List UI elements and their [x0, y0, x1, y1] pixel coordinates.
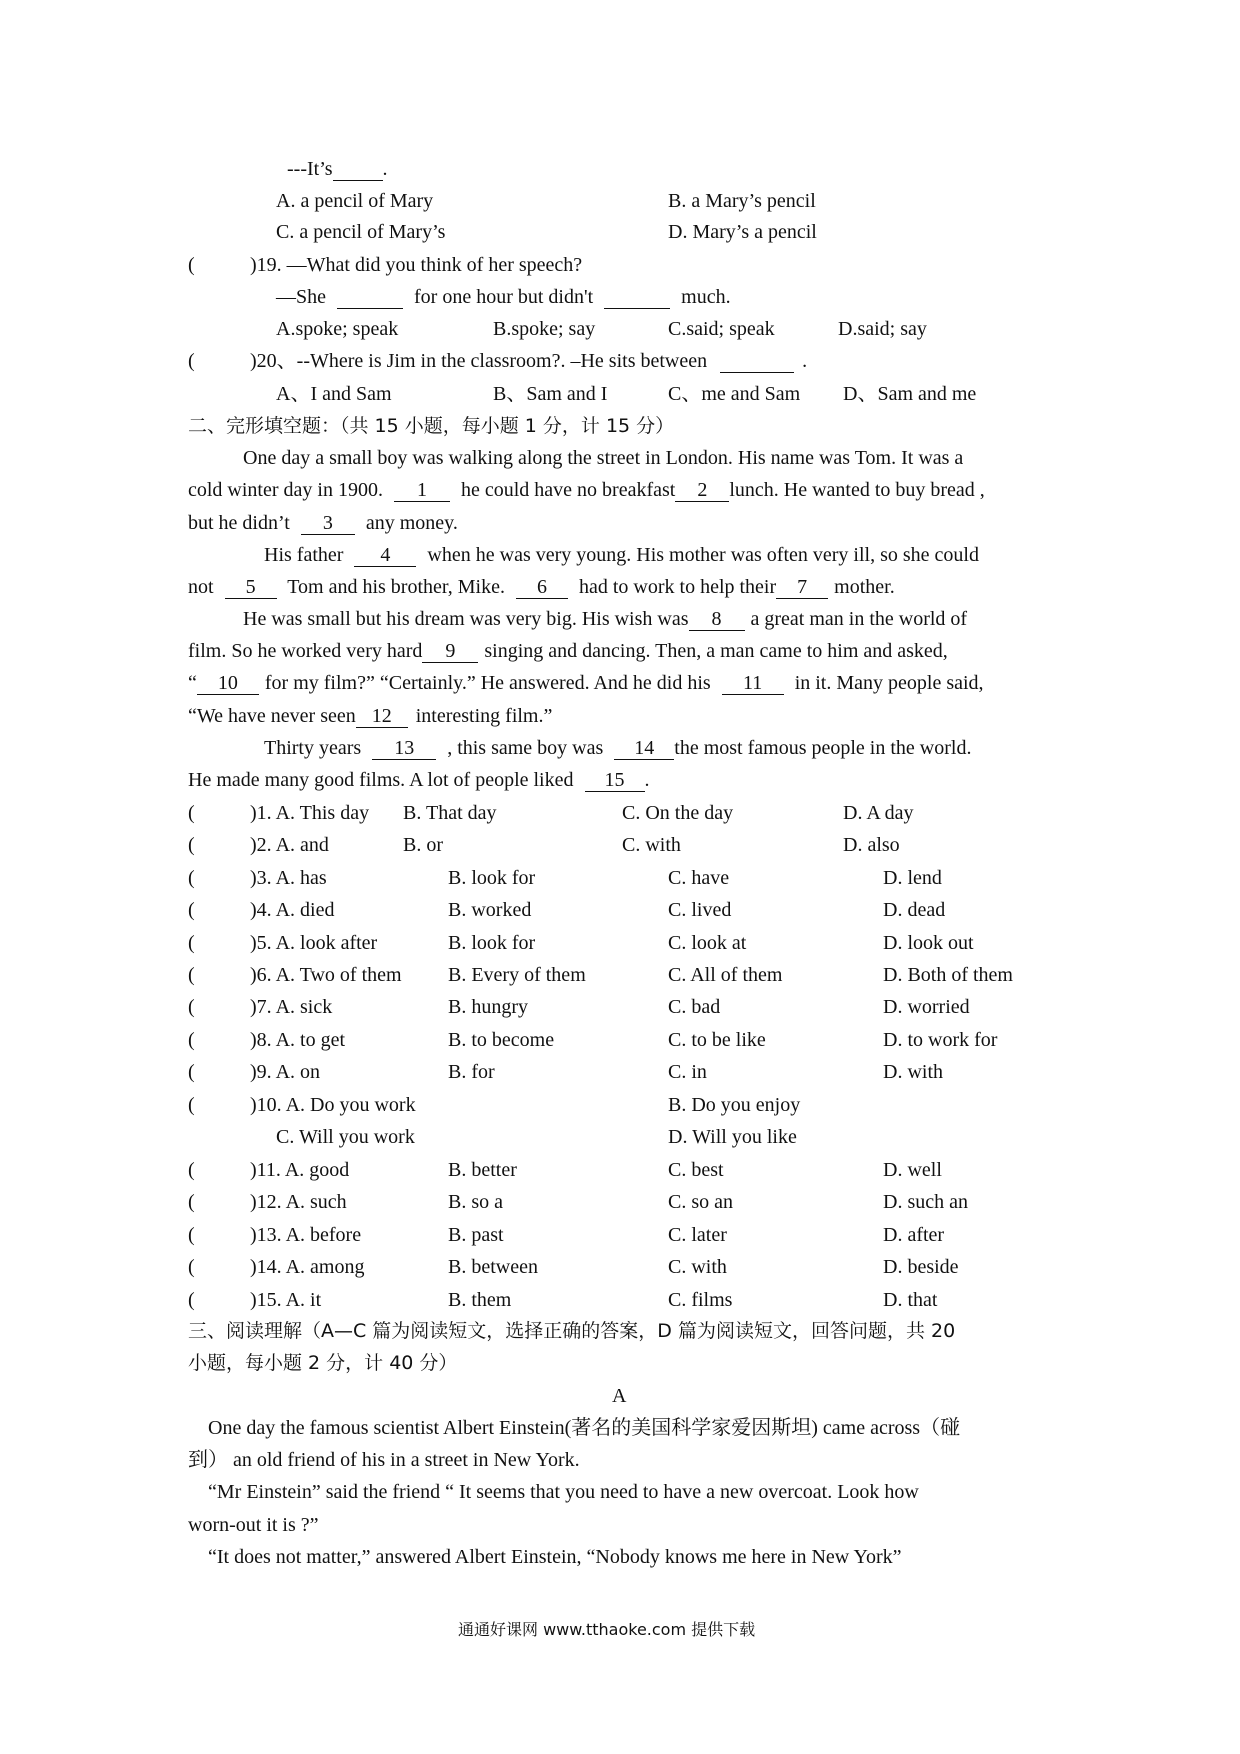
option-b: B. past: [448, 1223, 504, 1246]
option-a: )15. A. it: [250, 1288, 322, 1311]
cloze-p1-line1: One day a small boy was walking along the street in London. His name was Tom. It was a: [243, 447, 964, 469]
question-paren: (: [188, 996, 195, 1019]
question-paren: (: [188, 1061, 195, 1084]
answer-blank: [337, 286, 403, 309]
q18-answer-line: ---It’s .: [287, 158, 388, 180]
option-d: D. with: [883, 1061, 943, 1084]
option-b: B. for: [448, 1061, 495, 1084]
option-c: C. in: [668, 1061, 707, 1084]
cloze-blank: 1: [394, 479, 450, 502]
option-b: B. better: [448, 1159, 517, 1181]
option-b: B. look for: [448, 866, 536, 889]
cloze-blank: 6: [516, 576, 568, 599]
option-d: D. Both of them: [883, 964, 1013, 986]
option-b: B. That day: [403, 802, 497, 824]
option-d: D. worried: [883, 996, 970, 1019]
cloze-p4-line2: He made many good films. A lot of people liked 15 .: [188, 769, 650, 791]
option-a: )5. A. look after: [250, 931, 378, 954]
option-d: D. also: [843, 834, 900, 857]
cloze-p2-line1: His father 4 when he was very young. His mother was often very ill, so she could: [264, 544, 979, 566]
reading-a-line5: “It does not matter,” answered Albert Einstein, “Nobody knows me here in New York”: [208, 1546, 902, 1568]
q20-option-a: A、I and Sam: [276, 383, 392, 405]
option-b: B. to become: [448, 1028, 555, 1051]
cloze-blank: 5: [225, 576, 277, 599]
option-a: )13. A. before: [250, 1223, 362, 1246]
option-b: B. Every of them: [448, 964, 586, 986]
q19-option-b: B.spoke; say: [493, 318, 596, 340]
q18-option-a: A. a pencil of Mary: [276, 190, 434, 212]
section3-title-line1: 三、阅读理解（A—C 篇为阅读短文，选择正确的答案，D 篇为阅读短文，回答问题，共 20: [188, 1320, 956, 1342]
q10-paren: (: [188, 1094, 195, 1116]
question-paren: (: [188, 1191, 195, 1214]
cloze-blank: 10: [197, 672, 259, 695]
option-b: B. or: [403, 834, 443, 857]
reading-a-heading: A: [612, 1385, 627, 1407]
question-paren: (: [188, 1159, 195, 1181]
option-b: B. them: [448, 1288, 512, 1311]
option-a: )14. A. among: [250, 1256, 365, 1279]
q20-question: )20、--Where is Jim in the classroom?. –He sits between .: [250, 350, 808, 372]
cloze-blank: 15: [585, 769, 645, 792]
cloze-blank: 8: [689, 608, 745, 631]
cloze-p3-line3: “ 10 for my film?” “Certainly.” He answered. And he did his 11 in it. Many people said,: [188, 672, 984, 694]
option-a: )2. A. and: [250, 834, 329, 857]
option-d: D. A day: [843, 802, 914, 824]
option-b: B. between: [448, 1256, 538, 1279]
question-paren: (: [188, 964, 195, 986]
option-d: D. beside: [883, 1256, 959, 1279]
option-d: D. lend: [883, 866, 942, 889]
question-paren: (: [188, 1028, 195, 1051]
question-paren: (: [188, 899, 195, 922]
cloze-p3-line1: He was small but his dream was very big. His wish was 8 a great man in the world of: [243, 608, 968, 630]
cloze-blank: 11: [722, 672, 784, 695]
q20-option-c: C、me and Sam: [668, 383, 801, 405]
option-a: )7. A. sick: [250, 996, 333, 1019]
cloze-p1-line2: cold winter day in 1900. 1 he could have no breakfast 2 lunch. He wanted to buy bread ,: [188, 479, 985, 501]
option-d: D. that: [883, 1288, 938, 1311]
option-c: C. have: [668, 866, 730, 889]
cloze-blank: 4: [354, 544, 416, 567]
q18-option-b: B. a Mary’s pencil: [668, 190, 816, 212]
option-b: B. worked: [448, 899, 532, 922]
cloze-blank: 9: [422, 640, 478, 663]
q19-option-d: D.said; say: [838, 318, 927, 340]
q18-option-c: C. a pencil of Mary’s: [276, 221, 446, 243]
cloze-blank: 3: [301, 512, 355, 535]
q10-option-c: C. Will you work: [276, 1126, 415, 1148]
option-a: )9. A. on: [250, 1061, 321, 1084]
cloze-p2-line2: not 5 Tom and his brother, Mike. 6 had to work to help their 7 mother.: [188, 576, 895, 598]
option-c: C. to be like: [668, 1028, 766, 1051]
q20-paren: (: [188, 350, 195, 372]
question-paren: (: [188, 1288, 195, 1311]
q10-option-b: B. Do you enjoy: [668, 1094, 801, 1116]
cloze-blank: 13: [372, 737, 436, 760]
reading-a-line3: “Mr Einstein” said the friend “ It seems that you need to have a new overcoat. Look how: [208, 1481, 919, 1503]
q10-option-d: D. Will you like: [668, 1126, 797, 1148]
question-paren: (: [188, 1256, 195, 1279]
option-c: C. with: [622, 834, 681, 857]
question-paren: (: [188, 931, 195, 954]
option-c: C. so an: [668, 1191, 733, 1214]
cloze-p3-line4: “We have never seen 12 interesting film.”: [188, 705, 553, 727]
option-d: D. dead: [883, 899, 946, 922]
option-d: D. such an: [883, 1191, 968, 1214]
question-paren: (: [188, 802, 195, 824]
option-c: C. with: [668, 1256, 727, 1279]
option-c: C. films: [668, 1288, 733, 1311]
option-d: D. well: [883, 1159, 942, 1181]
q19-option-a: A.spoke; speak: [276, 318, 399, 340]
cloze-blank: 7: [776, 576, 828, 599]
option-a: )6. A. Two of them: [250, 964, 402, 986]
q20-option-b: B、Sam and I: [493, 383, 608, 405]
reading-a-line4: worn-out it is ?”: [188, 1514, 319, 1536]
section3-title-line2: 小题，每小题 2 分，计 40 分）: [188, 1352, 458, 1374]
reading-a-line2: 到） an old friend of his in a street in New York.: [188, 1449, 580, 1471]
answer-blank: [720, 350, 794, 373]
answer-blank: [333, 158, 383, 181]
question-paren: (: [188, 866, 195, 889]
option-d: D. look out: [883, 931, 974, 954]
reading-a-line1: One day the famous scientist Albert Einstein(著名的美国科学家爱因斯坦) came across（碰: [208, 1417, 961, 1439]
option-a: )12. A. such: [250, 1191, 347, 1214]
section2-title: 二、完形填空题：（共 15 小题，每小题 1 分，计 15 分）: [188, 415, 675, 437]
q20-option-d: D、Sam and me: [843, 383, 977, 405]
option-c: C. On the day: [622, 802, 734, 824]
option-b: B. so a: [448, 1191, 503, 1214]
option-d: D. after: [883, 1223, 945, 1246]
footer-source: 通通好课网 www.tthaoke.com 提供下载: [458, 1620, 756, 1639]
option-c: C. look at: [668, 931, 747, 954]
option-c: C. best: [668, 1159, 724, 1181]
cloze-p3-line2: film. So he worked very hard 9 singing and dancing. Then, a man came to him and asked,: [188, 640, 948, 662]
option-d: D. to work for: [883, 1028, 998, 1051]
option-c: C. lived: [668, 899, 732, 922]
option-a: )1. A. This day: [250, 802, 370, 824]
q19-question: )19. —What did you think of her speech?: [250, 254, 583, 276]
question-paren: (: [188, 1223, 195, 1246]
cloze-blank: 2: [675, 479, 729, 502]
option-b: B. look for: [448, 931, 536, 954]
answer-blank: [604, 286, 670, 309]
q19-paren: (: [188, 254, 195, 276]
option-c: C. later: [668, 1223, 727, 1246]
question-paren: (: [188, 834, 195, 857]
option-a: )8. A. to get: [250, 1028, 346, 1051]
cloze-p4-line1: Thirty years 13 , this same boy was 14 the most famous people in the world.: [264, 737, 972, 759]
option-a: )11. A. good: [250, 1159, 350, 1181]
q19-answer-line: —She for one hour but didn't much.: [276, 286, 731, 308]
option-c: C. All of them: [668, 964, 783, 986]
option-b: B. hungry: [448, 996, 528, 1019]
option-a: )3. A. has: [250, 866, 327, 889]
cloze-blank: 12: [356, 705, 408, 728]
option-a: )4. A. died: [250, 899, 335, 922]
cloze-p1-line3: but he didn’t 3 any money.: [188, 512, 458, 534]
cloze-blank: 14: [614, 737, 674, 760]
q10-option-a: )10. A. Do you work: [250, 1094, 416, 1116]
q18-option-d: D. Mary’s a pencil: [668, 221, 817, 243]
q19-option-c: C.said; speak: [668, 318, 775, 340]
option-c: C. bad: [668, 996, 721, 1019]
